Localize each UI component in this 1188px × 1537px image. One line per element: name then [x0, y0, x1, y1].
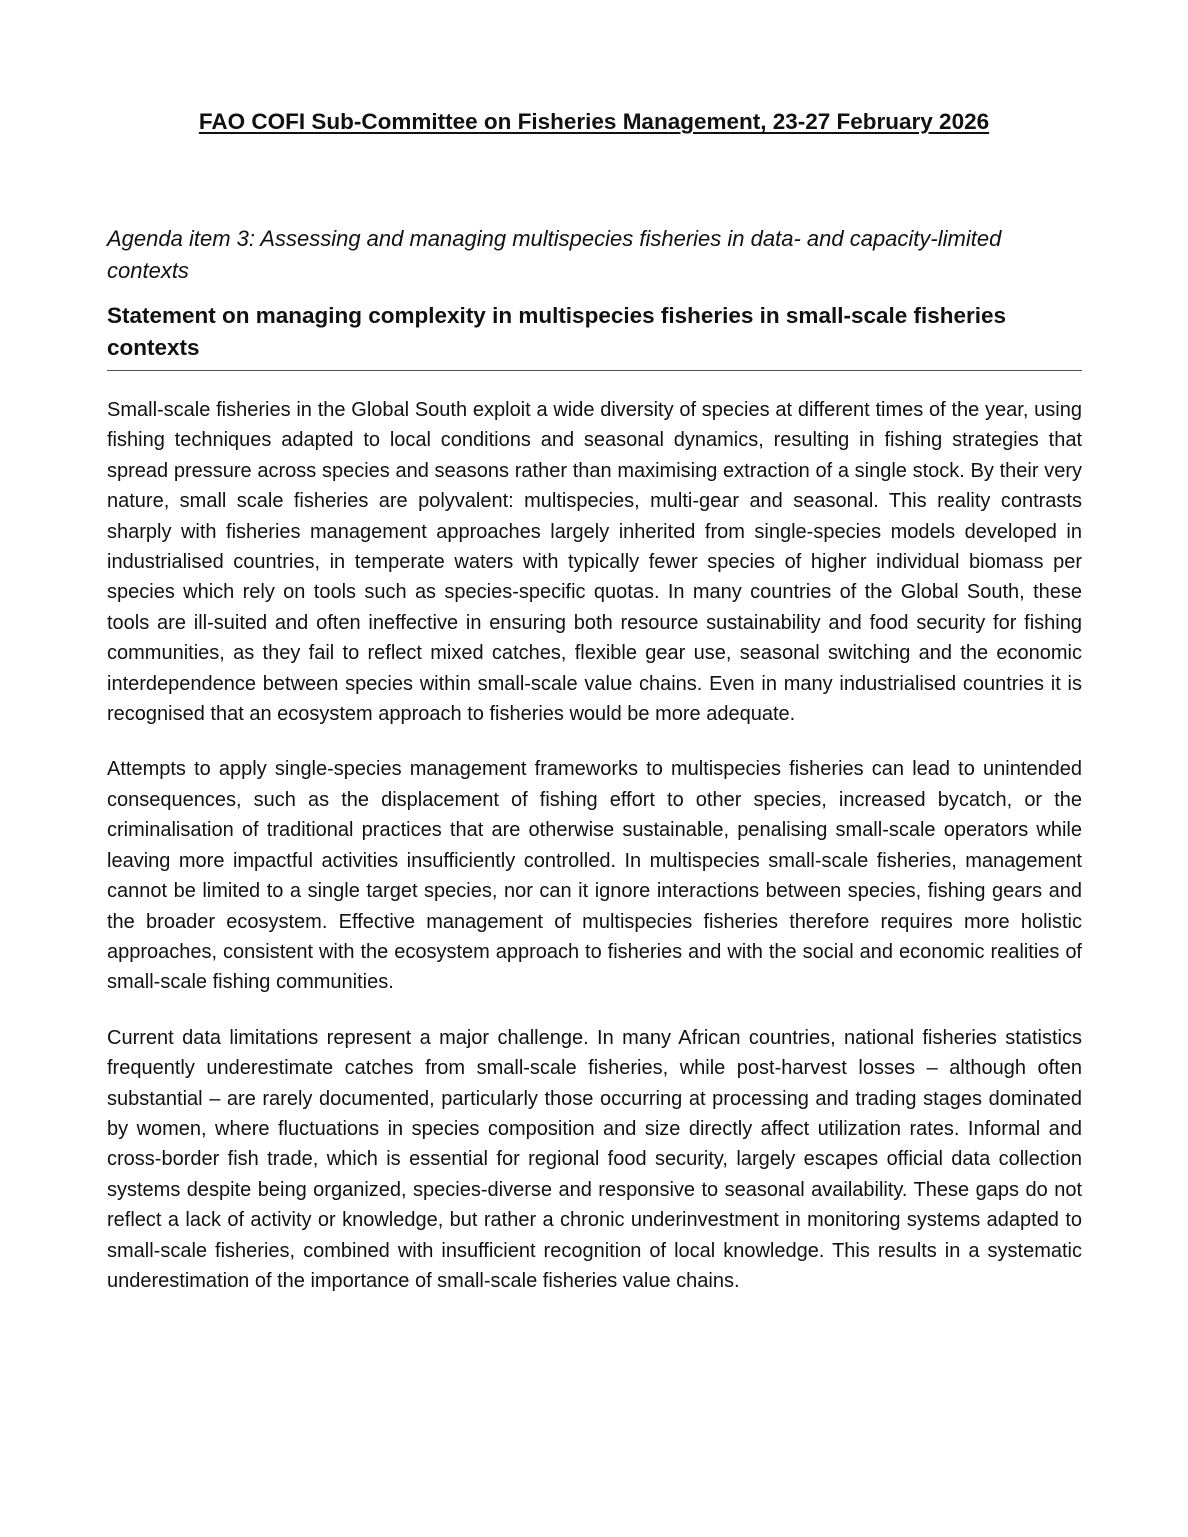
agenda-item-heading: Agenda item 3: Assessing and managing multispecies fisheries in data- and capacity-limited contexts: [107, 226, 1002, 283]
statement-title: Statement on managing complexity in multispecies fisheries in small-scale fisheries contexts: [107, 300, 1082, 371]
body-paragraph: Small-scale fisheries in the Global South exploit a wide diversity of species at different times of the year, using fishing techniques adapted to local conditions and seasonal dynamics, resulting in fishing strategies that spread pressure across species and seasons rather than maximising extraction of a single stock. By their very nature, small scale fisheries are polyvalent: multispecies, multi-gear and seasonal. This reality contrasts sharply with fisheries management approaches largely inherited from single-species models developed in industrialised countries, in temperate waters with typically fewer species of higher individual biomass per species which rely on tools such as species-specific quotas. In many countries of the Global South, these tools are ill-suited and often ineffective in ensuring both resource sustainability and food security for fishing communities, as they fail to reflect mixed catches, flexible gear use, seasonal switching and the economic interdependence between species within small-scale value chains. Even in many industrialised countries it is recognised that an ecosystem approach to fisheries would be more adequate.: [107, 399, 1082, 726]
document-body: [107, 223, 1082, 1321]
document-title: FAO COFI Sub-Committee on Fisheries Management, 23-27 February 2026: [198, 109, 990, 134]
body-paragraph: Current data limitations represent a major challenge. In many African countries, national fisheries statistics frequently underestimate catches from small-scale fisheries, while post-harvest losses – although often substantial – are rarely documented, particularly those occurring at processing and trading stages dominated by women, where fluctuations in species composition and size directly affect utilization rates. Informal and cross-border fish trade, which is essential for regional food security, largely escapes official data collection systems despite being organized, species-diverse and responsive to seasonal availability. These gaps do not reflect a lack of activity or knowledge, but rather a chronic underinvestment in monitoring systems adapted to small-scale fisheries, combined with insufficient recognition of local knowledge. This results in a systematic underestimation of the importance of small-scale fisheries value chains.: [107, 1026, 1082, 1292]
body-paragraph: Attempts to apply single-species management frameworks to multispecies fisheries can lead to unintended consequences, such as the displacement of fishing effort to other species, increased bycatch, or the criminalisation of traditional practices that are otherwise sustainable, penalising small-scale operators while leaving more impactful activities insufficiently controlled. In multispecies small-scale fisheries, management cannot be limited to a single target species, nor can it ignore interactions between species, fishing gears and the broader ecosystem. Effective management of multispecies fisheries therefore requires more holistic approaches, consistent with the ecosystem approach to fisheries and with the social and economic realities of small-scale fishing communities.: [107, 758, 1082, 994]
